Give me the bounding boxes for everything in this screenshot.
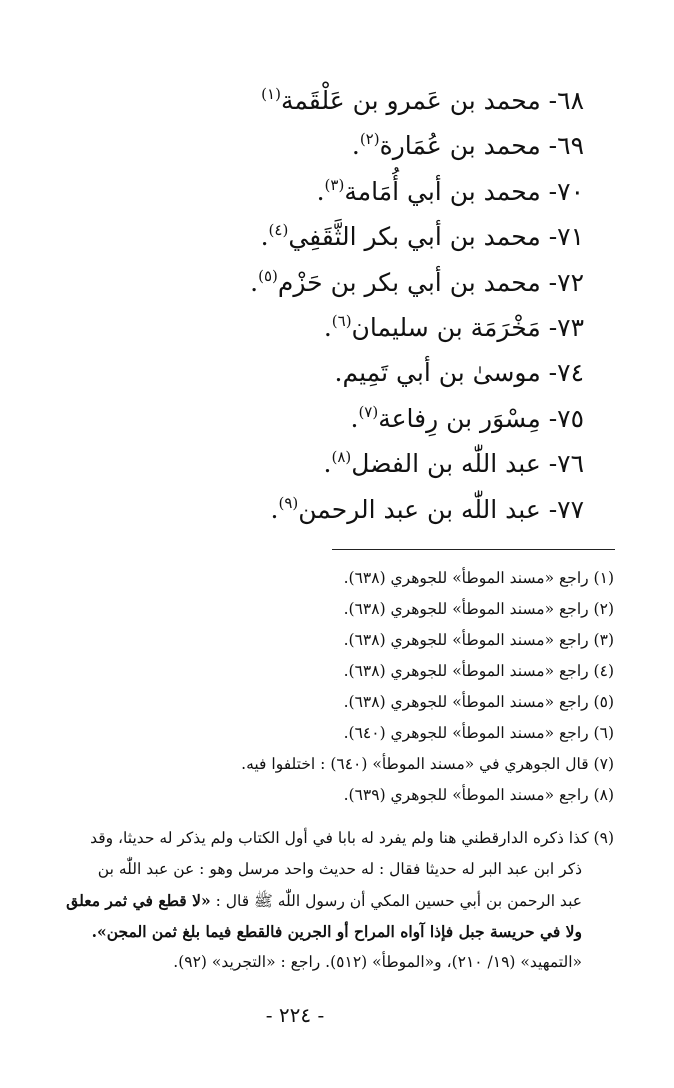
footnote-ref[interactable]: (٤) [268,221,289,240]
footnote-line [14,885,614,916]
entry-punct: . [260,222,269,252]
footnote-ref[interactable]: (٣) [324,175,345,194]
entry-text: ٧٧- عبد اللّٰه بن عبد الرحمن [298,494,584,524]
narrator-entry [64,396,584,441]
footnote-ref[interactable]: (٦) [331,311,352,330]
entry-text: ٧٤- موسىٰ بن أبي تَمِيم. [334,358,584,388]
footnote-line: ذكر ابن عبد البر له حديثا فقال : له حديث واحد مرسل وهو : عن عبد اللّٰه بن [97,860,582,878]
entry-text: ٧٠- محمد بن أبي أُمَامة [344,176,584,206]
hadith-quote: «لا قطع في ثمر معلق [66,891,211,910]
narrator-entry [64,123,584,168]
footnote: (٢) راجع «مسند الموطأ» للجوهري (٦٣٨). [343,600,614,618]
entry-punct: . [323,449,332,479]
footnote: (٧) قال الجوهري في «مسند الموطأ» (٦٤٠) : اختلفوا فيه. [241,755,614,773]
footnote-ref[interactable]: (٧) [358,402,379,421]
entry-text: ٧٥- مِسْوَر بن رِفاعة [378,403,584,433]
footnote-ref[interactable]: (٨) [331,448,352,467]
entry-punct: . [351,131,360,161]
footnote: (١) راجع «مسند الموطأ» للجوهري (٦٣٨). [343,569,614,587]
narrator-entry [64,487,584,532]
entry-punct: . [350,403,359,433]
narrator-entry [64,260,584,305]
narrator-entry [64,305,584,350]
page-number: - ٢٢٤ - [265,1003,325,1027]
narrator-entry [64,78,584,123]
footnote-text: عبد الرحمن بن أبي حسين المكي أن رسول اللّٰه ﷺ قال : [210,892,582,910]
footnotes [14,563,614,811]
narrator-entry [64,214,584,259]
entry-punct: . [270,494,279,524]
entry-text: ٧١- محمد بن أبي بكر الثَّقَفِي [288,222,584,252]
footnote: (٦) راجع «مسند الموطأ» للجوهري (٦٤٠). [343,724,614,742]
footnote: (٥) راجع «مسند الموطأ» للجوهري (٦٣٨). [343,693,614,711]
footnote: (٨) راجع «مسند الموطأ» للجوهري (٦٣٩). [343,786,614,804]
narrator-entry [64,350,584,395]
footnote-ref[interactable]: (٥) [258,266,278,285]
footnote-separator [332,549,615,550]
footnote-line: «التمهيد» (١٩/ ٢١٠)، و«الموطأ» (٥١٢). راجع : «التجريد» (٩٢). [173,953,582,971]
footnote: (٤) راجع «مسند الموطأ» للجوهري (٦٣٨). [343,662,614,680]
footnote-ref[interactable]: (٢) [359,130,380,149]
footnote: (٣) راجع «مسند الموطأ» للجوهري (٦٣٨). [343,631,614,649]
narrator-entry [64,441,584,486]
entry-text: ٦٩- محمد بن عُمَارة [379,131,584,161]
footnote-ref[interactable]: (٩) [278,493,299,512]
footnote-9 [14,823,614,978]
footnote-ref[interactable]: (١) [261,85,281,103]
entry-text: ٧٣- مَخْرَمَة بن سليمان [351,312,584,342]
entry-punct: . [250,267,259,297]
entry-punct: . [316,176,325,206]
entry-text: ٦٨- محمد بن عَمرو بن عَلْقَمة [280,86,584,115]
narrator-entry [64,169,584,214]
narrator-list [64,78,584,532]
footnote-line: (٩) كذا ذكره الدارقطني هنا ولم يفرد له بابا في أول الكتاب ولم يذكر له حديثا، وقد [90,829,614,847]
entry-text: ٧٢- محمد بن أبي بكر بن حَزْم [277,267,584,297]
entry-text: ٧٦- عبد اللّٰه بن الفضل [351,449,584,479]
entry-punct: . [323,312,332,342]
hadith-quote-continued: ولا في حريسة جبل فإذا آواه المراح أو الجرين فالقطع فيما بلغ ثمن المجن». [91,922,582,941]
